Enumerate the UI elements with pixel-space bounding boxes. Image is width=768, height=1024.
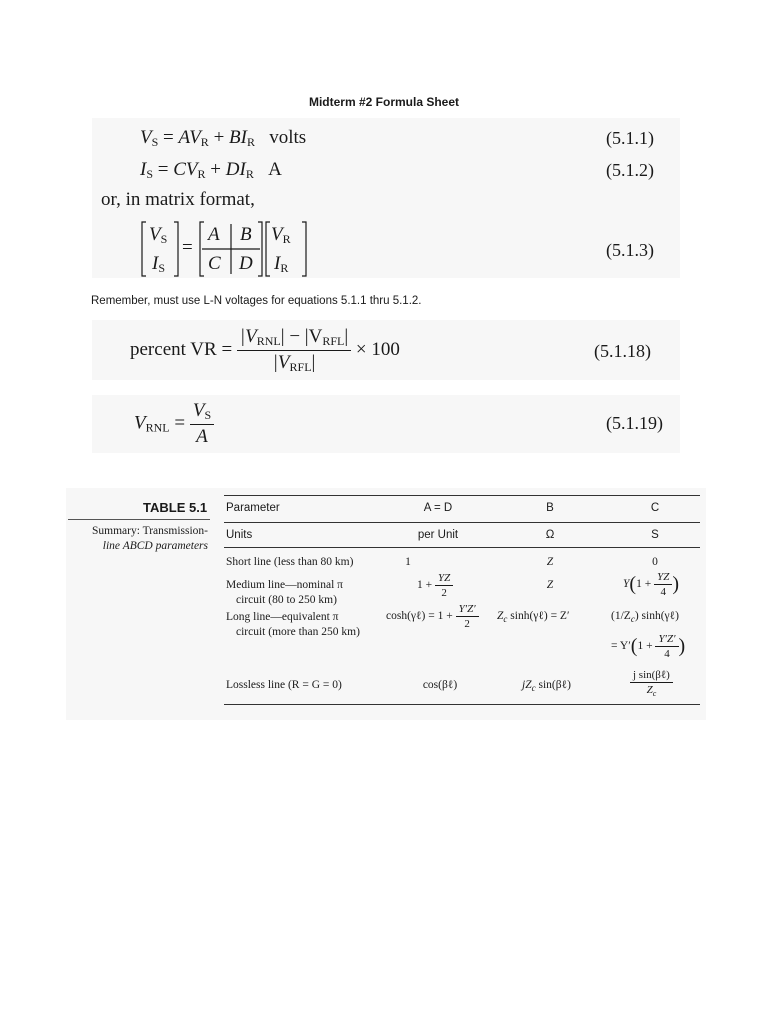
- header-b: B: [546, 502, 554, 514]
- equation-number-5-1-3: (5.1.3): [606, 240, 654, 260]
- row-medium-b: Z: [546, 579, 554, 591]
- units-b: Ω: [545, 529, 555, 541]
- equation-number-5-1-19: (5.1.19): [606, 413, 663, 433]
- table-header-rule: [224, 522, 700, 523]
- equation-5-1-18: percent VR = $\frac{|V_{RNL}| - |V_{RFL}|}{|V_{RFL}|}$ × 100: [130, 326, 400, 374]
- equation-5-1-19: $V_{RNL}$ = $\frac{V_S}{A}$: [134, 400, 214, 448]
- row-long-c-second: = Y′(1 + $\frac{Y'Z'}{4}$ ): [611, 633, 686, 660]
- row-lossless-ad: cos(βℓ): [422, 679, 458, 691]
- row-medium-c: Y(1 + $\frac{YZ}{4}$ ): [623, 571, 679, 598]
- row-lossless-c: $\frac{\text{j sin(βℓ)}}{Z_c}$: [630, 669, 673, 698]
- units-label: Units: [226, 529, 253, 541]
- page-title: Midterm #2 Formula Sheet: [308, 95, 460, 109]
- equation-5-1-1: $V_S = AV_R + BI_R$ volts: [140, 127, 307, 149]
- table-units-rule: [224, 547, 700, 548]
- units-c: S: [651, 529, 659, 541]
- header-a-equals-d: A = D: [423, 502, 453, 514]
- equation-number-5-1-1: (5.1.1): [606, 128, 654, 148]
- vrnl-fraction: $\frac{V_S}{A}$: [190, 400, 214, 448]
- table-label-rule: [68, 519, 210, 520]
- row-short-ad: 1: [405, 556, 411, 568]
- table-bottom-rule: [224, 704, 700, 705]
- row-medium-parameter: Medium line—nominal π circuit (80 to 250 km): [226, 579, 343, 606]
- header-c: C: [650, 502, 660, 514]
- matrix-intro-text: or, in matrix format,: [101, 189, 255, 210]
- note-text: Remember, must use L-N voltages for equations 5.1.1 thru 5.1.2.: [91, 295, 422, 307]
- row-long-c: $(1/Z_c)$ sinh(γℓ): [611, 610, 679, 624]
- row-short-b: Z: [546, 556, 554, 568]
- row-short-parameter: Short line (less than 80 km): [226, 556, 354, 568]
- row-lossless-parameter: Lossless line (R = G = 0): [226, 679, 342, 691]
- equation-number-5-1-18: (5.1.18): [594, 341, 651, 361]
- row-long-ad: cosh(γℓ) = 1 + $\frac{Y'Z'}{2}$: [386, 603, 479, 630]
- table-top-rule: [224, 495, 700, 496]
- row-medium-ad: 1 + $\frac{YZ}{2}$: [417, 572, 453, 599]
- units-ad: per Unit: [417, 529, 459, 541]
- percent-vr-fraction: $\frac{|V_{RNL}| - |V_{RFL}|}{|V_{RFL}|}$: [237, 326, 351, 375]
- table-label: TABLE 5.1: [143, 500, 208, 515]
- equation-5-1-3: $V_S$ $I_S$ = A B C D $V_R$ $I_R$: [140, 220, 320, 276]
- row-long-b: $Z_c$ sinh(γℓ) = Z′: [497, 610, 570, 624]
- table-caption: Summary: Transmission- line ABCD parameters: [92, 525, 208, 552]
- equation-5-1-2: $I_S = CV_R + DI_R$ A: [140, 159, 282, 181]
- row-long-parameter: Long line—equivalent π circuit (more than 250 km): [226, 611, 360, 638]
- row-lossless-b: $jZ_c$ sin(βℓ): [522, 679, 571, 693]
- header-parameter: Parameter: [226, 502, 280, 514]
- row-short-c: 0: [652, 556, 658, 568]
- equation-number-5-1-2: (5.1.2): [606, 160, 654, 180]
